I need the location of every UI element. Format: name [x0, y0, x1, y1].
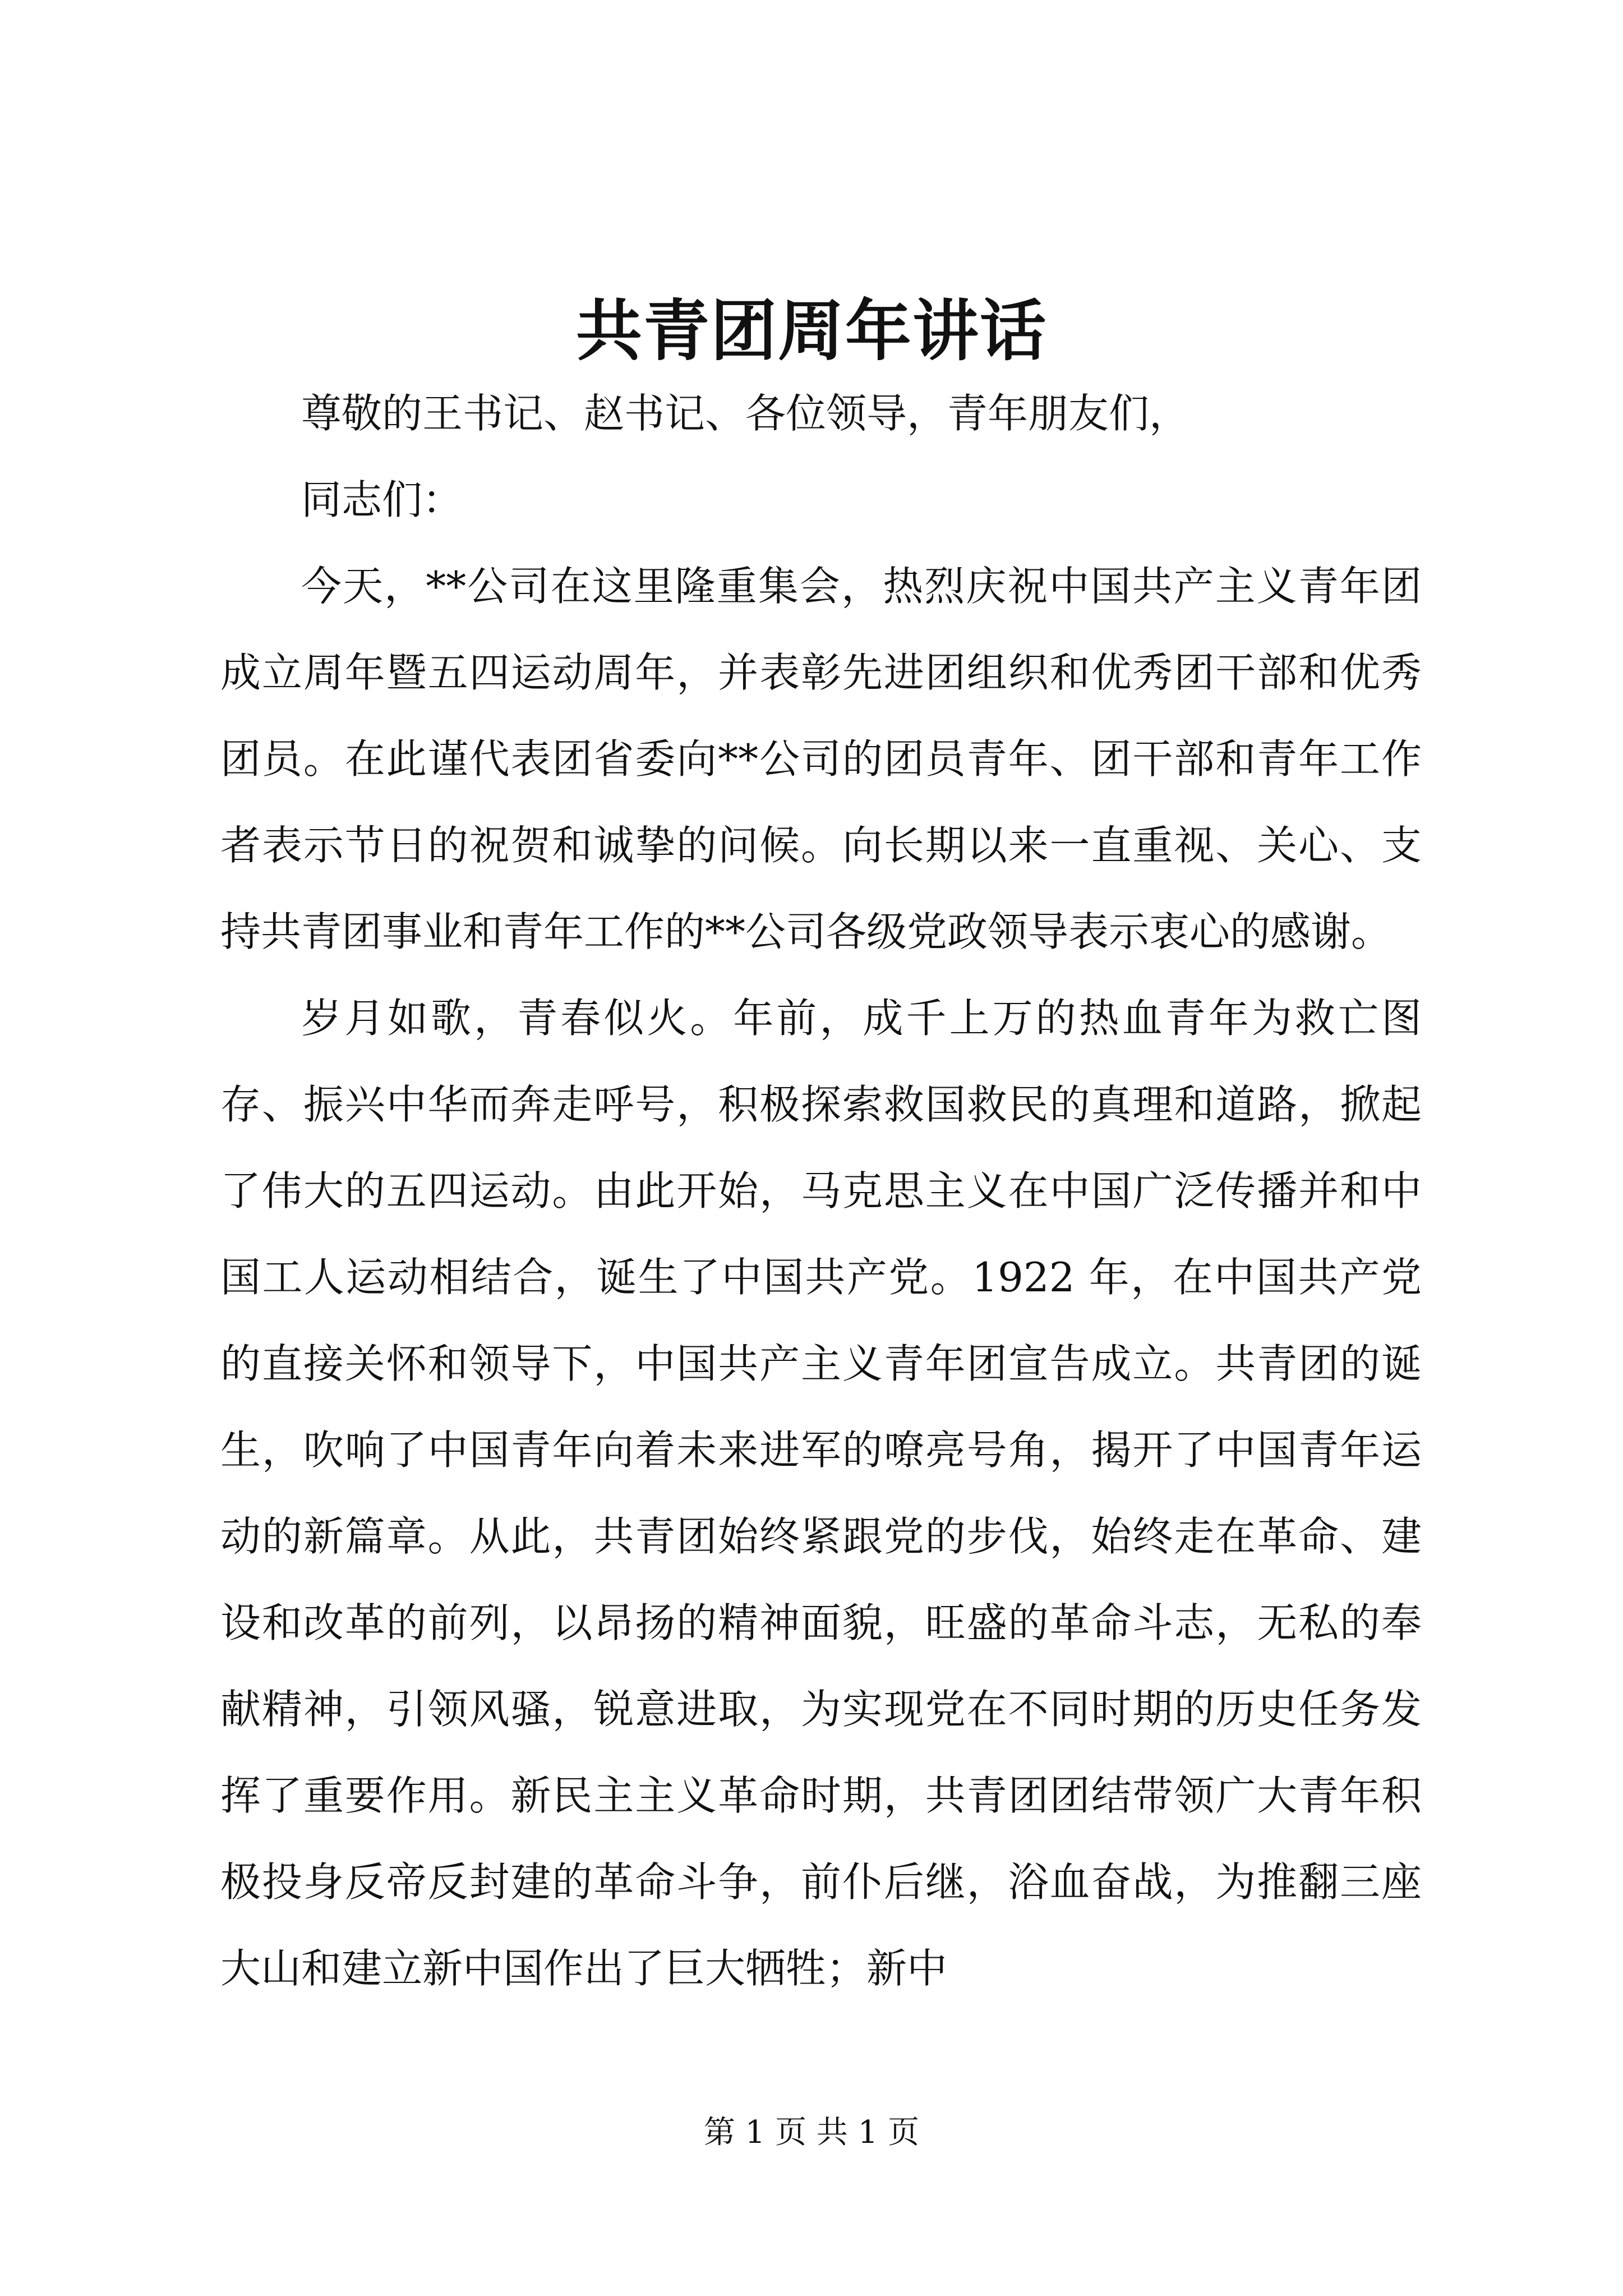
- page-footer: 第 1 页 共 1 页: [703, 2114, 920, 2151]
- document-title: 共青团周年讲话: [575, 292, 1047, 370]
- document-body: [220, 370, 1422, 2012]
- opening-paragraph: 今天，**公司在这里隆重集会，热烈庆祝中国共产主义青年团成立周年暨五四运动周年，并表彰先进团组织和优秀团干部和优秀团员。在此谨代表团省委向**公司的团员青年、团干部和青年工作者表示节日的祝贺和诚挚的问候。向长期以来一直重视、关心、支持共青团事业和青年工作的**公司各级党政领导表示衷心的感谢。: [220, 563, 1422, 955]
- salutation-paragraph: 同志们：: [301, 476, 463, 523]
- greeting-paragraph: 尊敬的王书记、赵书记、各位领导，青年朋友们，: [301, 390, 1190, 437]
- history-paragraph: 岁月如歌，青春似火。年前，成千上万的热血青年为救亡图存、振兴中华而奔走呼号，积极探索救国救民的真理和道路，掀起了伟大的五四运动。由此开始，马克思主义在中国广泛传播并和中国工人运动相结合，诞生了中国共产党。1922 年，在中国共产党的直接关怀和领导下，中国共产主义青年团宣告成立。共青团的诞生，吹响了中国青年向着未来进军的嘹亮号角，揭开了中国青年运动的新篇章。从此，共青团始终紧跟党的步伐，始终走在革命、建设和改革的前列，以昂扬的精神面貌，旺盛的革命斗志，无私的奉献精神，引领风骚，锐意进取，为实现党在不同时期的历史任务发挥了重要作用。新民主主义革命时期，共青团团结带领广大青年积极投身反帝反封建的革命斗争，前仆后继，浴血奋战，为推翻三座大山和建立新中国作出了巨大牺牲；新中: [220, 995, 1422, 1992]
